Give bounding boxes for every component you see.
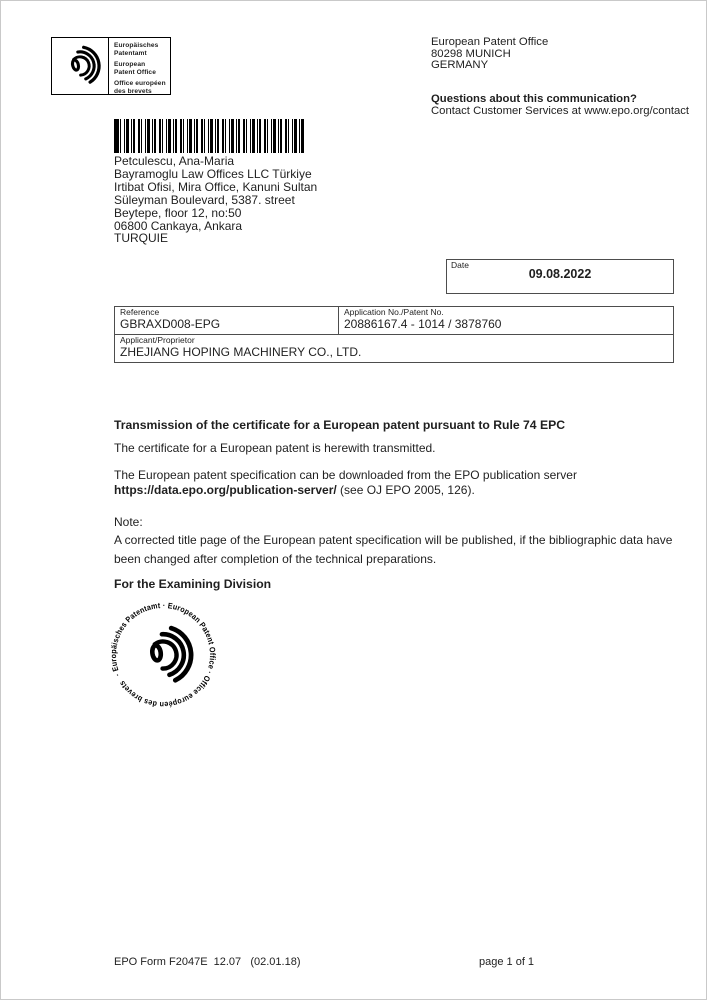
table-row bbox=[115, 307, 673, 335]
epo-logo-icon bbox=[52, 38, 109, 94]
applicant-label: Applicant/Proprietor bbox=[120, 335, 195, 345]
body-paragraph: The certificate for a European patent is herewith transmitted. bbox=[114, 441, 436, 455]
questions-heading: Questions about this communication? bbox=[431, 93, 637, 105]
seal-ring-text: · Europäisches Patentamt · European Patent Office · Office européen des brevets bbox=[108, 600, 218, 710]
questions-contact: Contact Customer Services at www.epo.org/contact bbox=[431, 105, 690, 118]
subject-line: Transmission of the certificate for a European patent pursuant to Rule 74 EPC bbox=[114, 418, 566, 432]
examining-division-signoff: For the Examining Division bbox=[114, 577, 272, 591]
recipient-line: Petculescu, Ana-Maria bbox=[114, 154, 235, 168]
address-barcode-icon bbox=[114, 119, 304, 153]
download-info-line: The European patent specification can be downloaded from the EPO publication server bbox=[114, 468, 577, 482]
recipient-line: Süleyman Boulevard, 5387. street bbox=[114, 192, 295, 207]
date-value: 09.08.2022 bbox=[528, 267, 592, 281]
table-row bbox=[115, 335, 673, 362]
publication-server-url: https://data.epo.org/publication-server/ bbox=[114, 483, 337, 497]
seal-epo-logo-icon bbox=[142, 622, 201, 684]
logo-text-de-1: Europäisches bbox=[114, 42, 159, 49]
office-address-line: European Patent Office bbox=[431, 36, 549, 48]
form-id: EPO Form F2047E 12.07 (02.01.18) bbox=[114, 956, 301, 968]
logo-text-de-2: Patentamt bbox=[114, 49, 147, 57]
recipient-line: 06800 Cankaya, Ankara bbox=[114, 218, 243, 233]
note-text: A corrected title page of the European patent specification will be published, if the bibliographic data have been changed after completion of the technical preparations. bbox=[114, 533, 673, 566]
logo-text-fr-1: Office européen bbox=[114, 80, 166, 88]
date-label: Date bbox=[451, 260, 469, 270]
application-cell bbox=[339, 307, 673, 334]
applicant-value: ZHEJIANG HOPING MACHINERY CO., LTD. bbox=[120, 344, 362, 359]
office-address-line: 80298 MUNICH bbox=[431, 47, 511, 60]
recipient-line: TURQUIE bbox=[114, 231, 168, 246]
logo-text-en-2: Patent Office bbox=[114, 68, 156, 76]
application-value: 20886167.4 - 1014 / 3878760 bbox=[344, 316, 502, 331]
date-box bbox=[446, 259, 674, 294]
application-label: Application No./Patent No. bbox=[344, 307, 444, 317]
questions-block bbox=[431, 93, 689, 117]
recipient-address bbox=[114, 155, 317, 245]
body-paragraph bbox=[114, 468, 577, 498]
page-number: page 1 of 1 bbox=[479, 956, 535, 968]
reference-label: Reference bbox=[120, 307, 160, 317]
logo-text-fr-2: des brevets bbox=[114, 88, 152, 96]
office-address bbox=[431, 37, 548, 72]
reference-value: GBRAXD008-EPG bbox=[120, 316, 221, 331]
applicant-cell bbox=[115, 335, 673, 362]
reference-cell bbox=[115, 307, 339, 334]
reference-table bbox=[114, 306, 674, 363]
office-address-line: GERMANY bbox=[431, 59, 489, 72]
epo-header-logo-box bbox=[51, 37, 171, 95]
recipient-line: Irtibat Ofisi, Mira Office, Kanuni Sultan bbox=[114, 179, 318, 194]
epo-logo-text bbox=[109, 38, 170, 94]
oj-reference: (see OJ EPO 2005, 126). bbox=[336, 483, 475, 497]
logo-text-en-1: European bbox=[114, 61, 146, 69]
epo-seal bbox=[100, 592, 226, 718]
recipient-line: Beytepe, floor 12, no:50 bbox=[114, 205, 242, 220]
note-label: Note: bbox=[114, 515, 143, 529]
recipient-line: Bayramoglu Law Offices LLC Türkiye bbox=[114, 166, 312, 181]
